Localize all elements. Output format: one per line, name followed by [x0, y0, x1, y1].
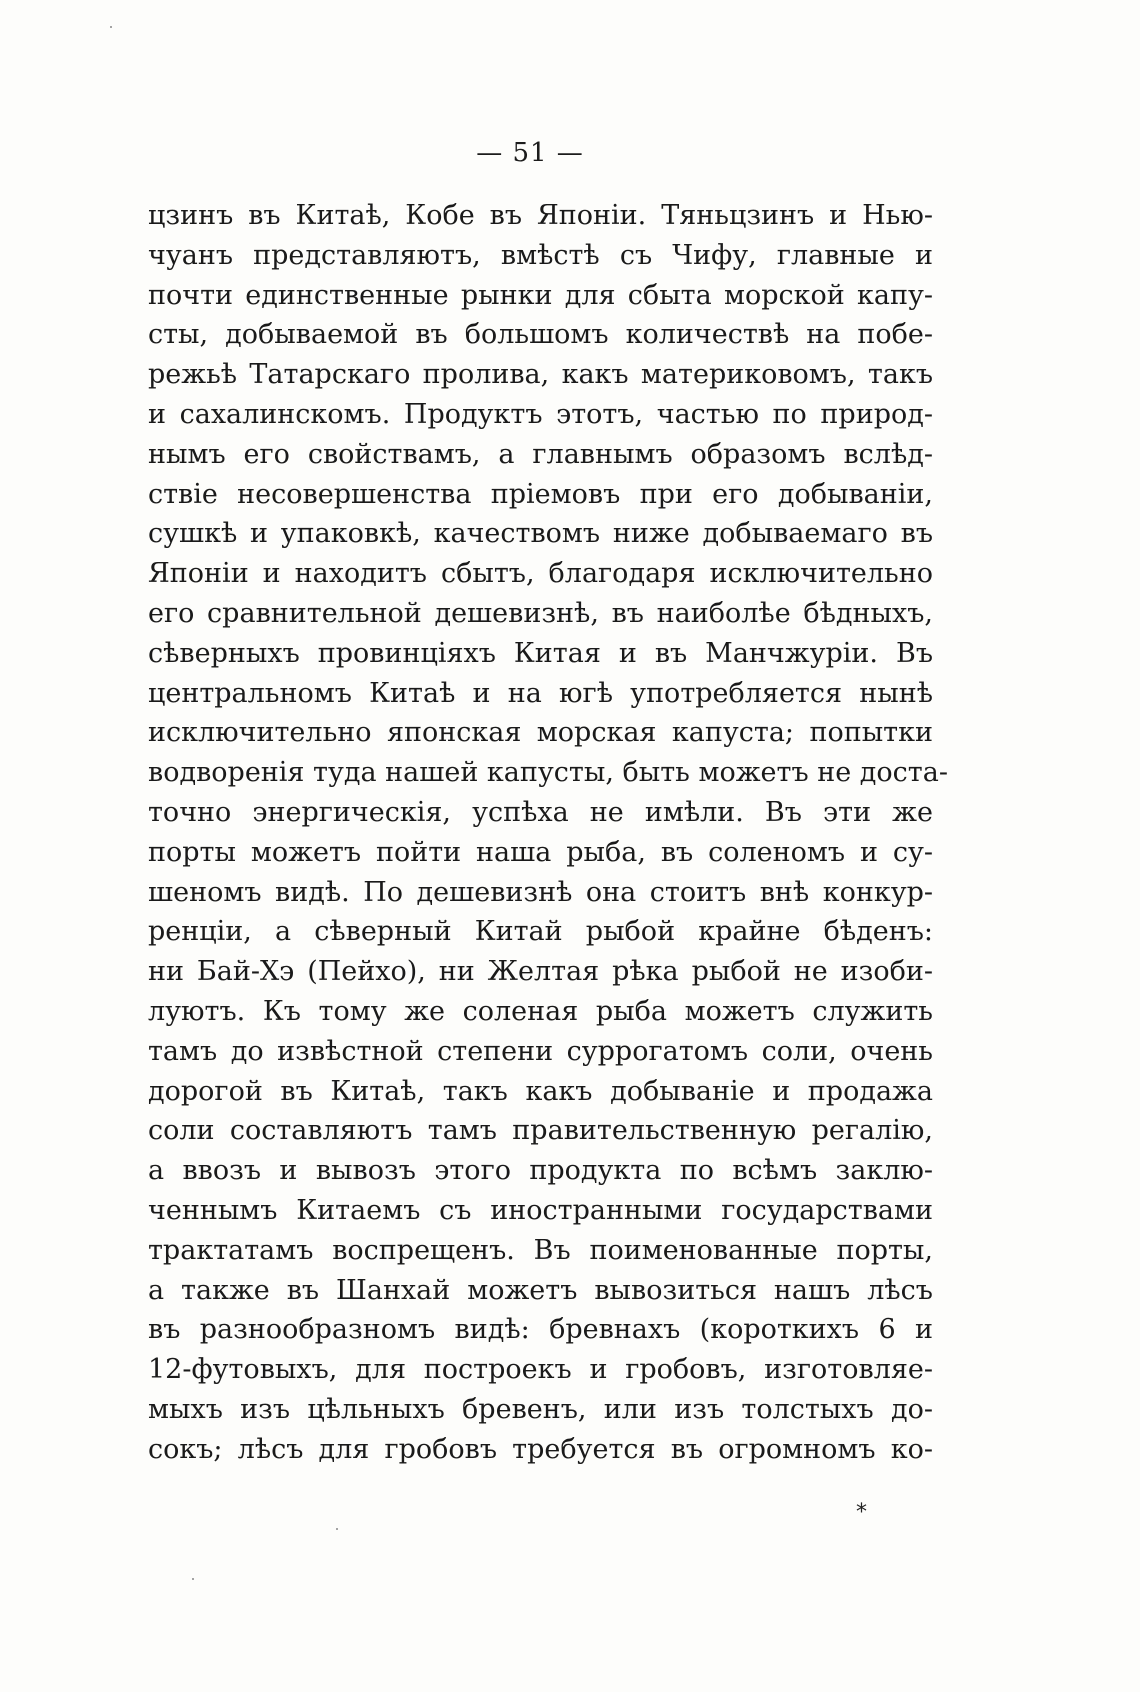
- paper-speck: [192, 1578, 194, 1580]
- text-line: сушкѣ и упаковкѣ, качествомъ ниже добываемаго въ: [148, 518, 933, 550]
- text-line: водворенія туда нашей капусты, быть можетъ не доста-: [148, 757, 948, 789]
- text-line: центральномъ Китаѣ и на югѣ употребляется нынѣ: [148, 677, 933, 709]
- text-line: исключительно японская морская капуста; попытки: [148, 717, 933, 749]
- text-line: 12-футовыхъ, для построекъ и гробовъ, изготовляе-: [148, 1354, 933, 1386]
- text-line: ни Бай-Хэ (Пейхо), ни Желтая рѣка рыбой не изоби-: [148, 956, 933, 988]
- text-line: сокъ; лѣсъ для гробовъ требуется въ огромномъ ко-: [148, 1433, 933, 1465]
- text-line: а также въ Шанхай можетъ вывозиться нашъ лѣсъ: [148, 1274, 933, 1306]
- text-line: соли составляютъ тамъ правительственную регалію,: [148, 1115, 933, 1147]
- text-line: почти единственные рынки для сбыта морской капу-: [148, 279, 933, 311]
- text-line: режьѣ Татарскаго пролива, какъ материковомъ, такъ: [148, 359, 933, 391]
- text-line: и сахалинскомъ. Продуктъ этотъ, частью по природ-: [148, 398, 933, 430]
- signature-mark: *: [856, 1500, 867, 1525]
- text-line: Японіи и находитъ сбытъ, благодаря исключительно: [148, 558, 933, 590]
- text-line: чуанъ представляютъ, вмѣстѣ съ Чифу, главные и: [148, 239, 933, 271]
- text-line: цзинъ въ Китаѣ, Кобе въ Японіи. Тяньцзинъ и Нью-: [148, 200, 933, 231]
- text-line: ренціи, а сѣверный Китай рыбой крайне бѣденъ:: [148, 916, 933, 948]
- paper-speck: [336, 1528, 338, 1530]
- text-line: сѣверныхъ провинціяхъ Китая и въ Манчжуріи. Въ: [148, 637, 933, 669]
- paper-speck: [110, 26, 112, 28]
- text-line: ченнымъ Китаемъ съ иностранными государствами: [148, 1194, 933, 1226]
- text-line: луютъ. Къ тому же соленая рыба можетъ служить: [148, 995, 933, 1027]
- text-line: а ввозъ и вывозъ этого продукта по всѣмъ заклю-: [148, 1155, 933, 1187]
- body-text: [148, 196, 948, 1470]
- text-line: сты, добываемой въ большомъ количествѣ на побе-: [148, 319, 933, 351]
- text-line: дорогой въ Китаѣ, такъ какъ добываніе и продажа: [148, 1075, 933, 1107]
- text-line: тамъ до извѣстной степени суррогатомъ соли, очень: [148, 1035, 933, 1067]
- text-line: нымъ его свойствамъ, а главнымъ образомъ вслѣд-: [148, 438, 933, 470]
- text-line: шеномъ видѣ. По дешевизнѣ она стоитъ внѣ конкур-: [148, 876, 933, 908]
- text-line: мыхъ изъ цѣльныхъ бревенъ, или изъ толстыхъ до-: [148, 1393, 933, 1425]
- text-line: трактатамъ воспрещенъ. Въ поименованные порты,: [148, 1234, 933, 1266]
- text-line: его сравнительной дешевизнѣ, въ наиболѣе бѣдныхъ,: [148, 597, 933, 629]
- text-line: точно энергическія, успѣха не имѣли. Въ эти же: [148, 796, 933, 828]
- text-line: ствіе несовершенства пріемовъ при его добываніи,: [148, 478, 933, 510]
- page-number: — 51 —: [476, 138, 584, 168]
- text-line: въ разнообразномъ видѣ: бревнахъ (короткихъ 6 и: [148, 1314, 933, 1346]
- text-line: порты можетъ пойти наша рыба, въ соленомъ и су-: [148, 836, 933, 868]
